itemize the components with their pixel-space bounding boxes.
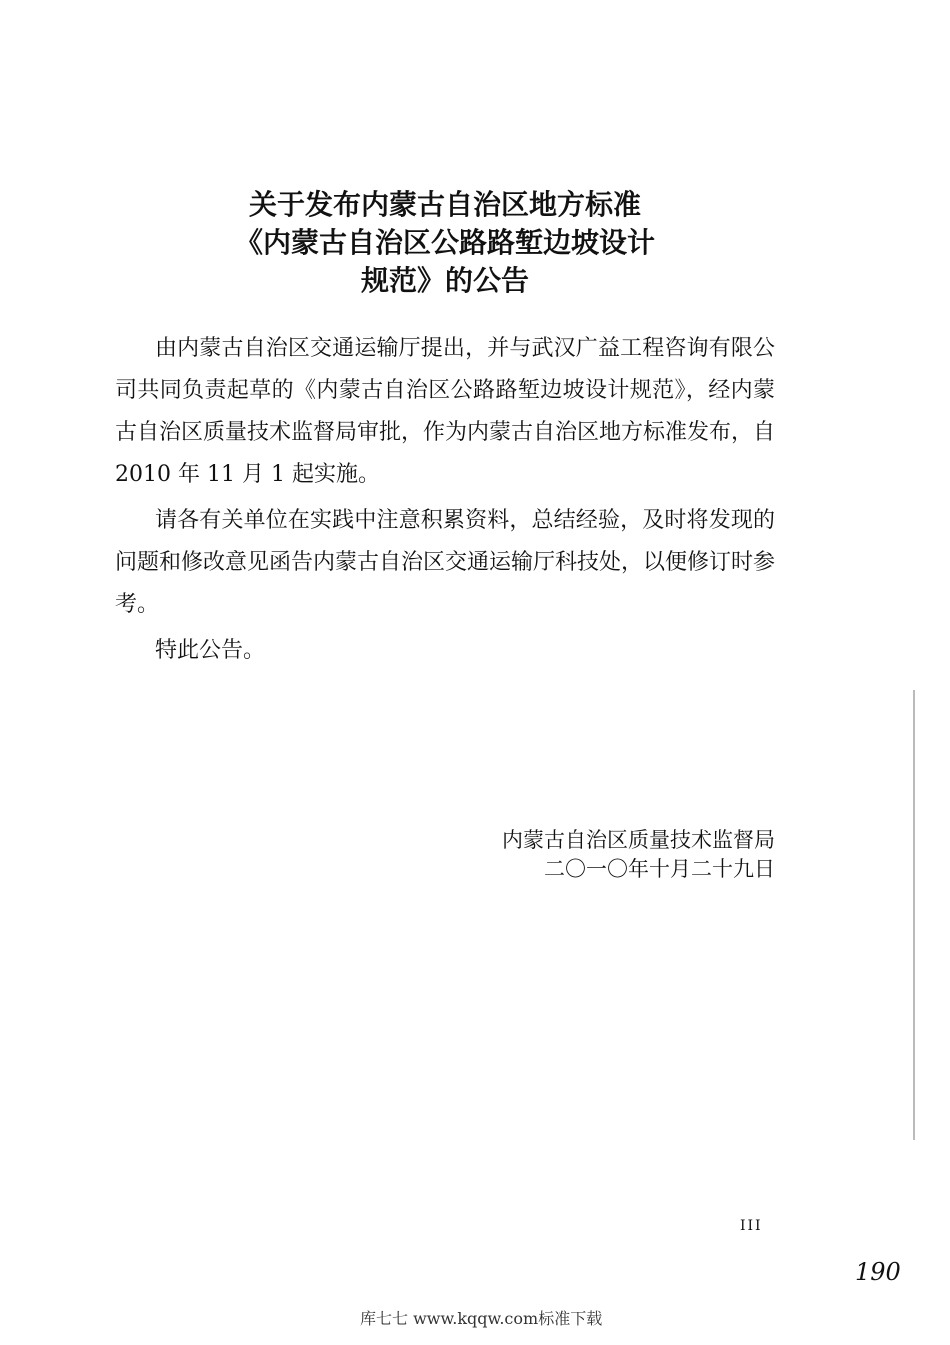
- footer-watermark: 库七七 www.kqqw.com标准下载: [360, 1309, 603, 1328]
- signature-date: 二〇一〇年十月二十九日: [544, 857, 775, 881]
- handwritten-number: 190: [855, 1258, 901, 1286]
- signature-organization: 内蒙古自治区质量技术监督局: [502, 828, 775, 852]
- paragraph-2-line-3: 考。: [115, 592, 160, 617]
- page-number: III: [740, 1218, 763, 1234]
- paragraph-1-line-1: 由内蒙古自治区交通运输厅提出，并与武汉广益工程咨询有限公: [155, 336, 775, 361]
- paragraph-2-line-1: 请各有关单位在实践中注意积累资料，总结经验，及时将发现的: [155, 508, 775, 533]
- paragraph-1-line-2: 司共同负责起草的《内蒙古自治区公路路堑边坡设计规范》，经内蒙: [115, 378, 775, 403]
- paragraph-1-line-3: 古自治区质量技术监督局审批，作为内蒙古自治区地方标准发布，自: [115, 420, 776, 445]
- title-line-2: 《内蒙古自治区公路路堑边坡设计: [234, 226, 655, 259]
- title-line-3: 规范》的公告: [360, 264, 529, 297]
- paragraph-1-line-4: 2010 年 11 月 1 起实施。: [115, 462, 380, 487]
- paragraph-2-line-2: 问题和修改意见函告内蒙古自治区交通运输厅科技处，以便修订时参: [115, 550, 776, 575]
- closing-text: 特此公告。: [155, 638, 266, 663]
- scan-margin-mark: [913, 690, 915, 1140]
- title-line-1: 关于发布内蒙古自治区地方标准: [248, 188, 641, 221]
